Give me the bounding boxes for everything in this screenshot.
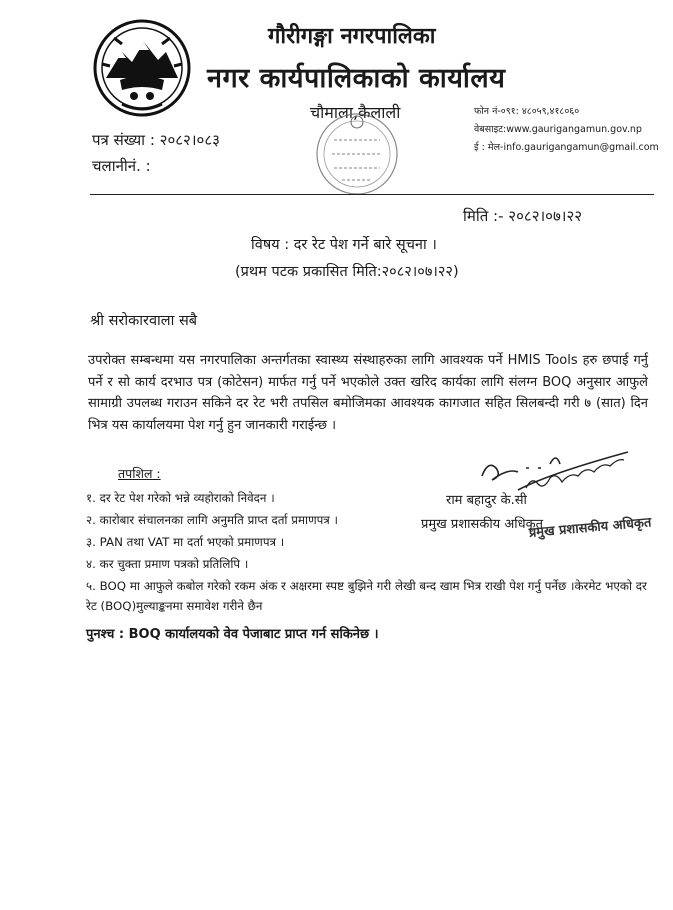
letter-subject: विषय : दर रेट पेश गर्ने बारे सूचना । [251, 237, 437, 253]
list-item: २. कारोबार संचालनका लागि अनुमति प्राप्त दर्ता प्रमाणपत्र । [86, 513, 339, 527]
list-item: १. दर रेट पेश गरेको भन्ने व्यहोराको निवेदन । [86, 491, 275, 505]
contact-email: ई : मेल-info.gaurigangamun@gmail.com [474, 142, 659, 153]
signatory-designation-stamp: प्रमुख प्रशासकीय अधिकृत [528, 515, 652, 541]
nepal-emblem-logo [92, 18, 192, 118]
contact-phone: फोन नं-०९१: ४८०५९,४१८०६० [474, 106, 580, 117]
handwritten-signature [478, 438, 638, 498]
signatory-name: राम बहादुर के.सी [446, 493, 527, 508]
details-heading: तपशिल : [118, 466, 161, 481]
dispatch-number: चलानीनं. : [92, 157, 151, 175]
list-item: ४. कर चुक्ता प्रमाण पत्रको प्रतिलिपि । [86, 557, 249, 571]
publish-note: (प्रथम पटक प्रकासित मिति:२०८२।०७।२२) [235, 264, 459, 280]
office-name: नगर कार्यपालिकाको कार्यालय [207, 63, 506, 94]
signatory-title: प्रमुख प्रशासकीय अधिकृत [421, 517, 544, 532]
municipality-name: गौरीगङ्गा नगरपालिका [268, 24, 436, 49]
list-item: ३. PAN तथा VAT मा दर्ता भएको प्रमाणपत्र । [86, 535, 285, 549]
body-paragraph: उपरोक्त सम्बन्धमा यस नगरपालिका अन्तर्गतका स्वास्थ्य संस्थाहरुका लागि आवश्यक पर्ने HMIS Tools हरु छपाई गर्नु पर्ने र सो कार्य दरभाउ पत्र (कोटेसन) मार्फत गर्नु पर्ने भएकोले उक्त खरिद कार्यका लागि संलग्न BOQ अनुसार आफुले सामाग्री उपलब्ध गराउन सकिने दर रेट भरी तपसिल बमोजिमका आवश्यक कागजात सहित सिलबन्दी गरी ७ (सात) दिन भित्र यस कार्यालयमा पेश गर्नु हुन जानकारी गराईन्छ । [88, 353, 648, 433]
contact-website: वेबसाइट:www.gaurigangamun.gov.np [474, 124, 642, 135]
office-location: चौमाला,कैलाली [310, 103, 401, 122]
salutation: श्री सरोकारवाला सबै [90, 313, 198, 329]
postscript: पुनश्च : BOQ कार्यालयको वेव पेजाबाट प्राप्त गर्न सकिनेछ । [86, 627, 379, 642]
list-item: ५. BOQ मा आफुले कबोल गरेको रकम अंक र अक्षरमा स्पष्ट बुझिने गरी लेखी बन्द खाम भित्र राखी पेश गर्नु पर्नेछ ।केरमेट भएको दर रेट (BOQ)मुल्याङ्कनमा समावेश गरीने छैन [86, 579, 647, 613]
header-divider [90, 194, 654, 195]
reference-number: पत्र संख्या : २०८२।०८३ [92, 131, 220, 149]
requirements-list [86, 487, 651, 616]
letter-date: मिति :- २०८२।०७।२२ [463, 207, 583, 225]
office-stamp [298, 110, 416, 198]
